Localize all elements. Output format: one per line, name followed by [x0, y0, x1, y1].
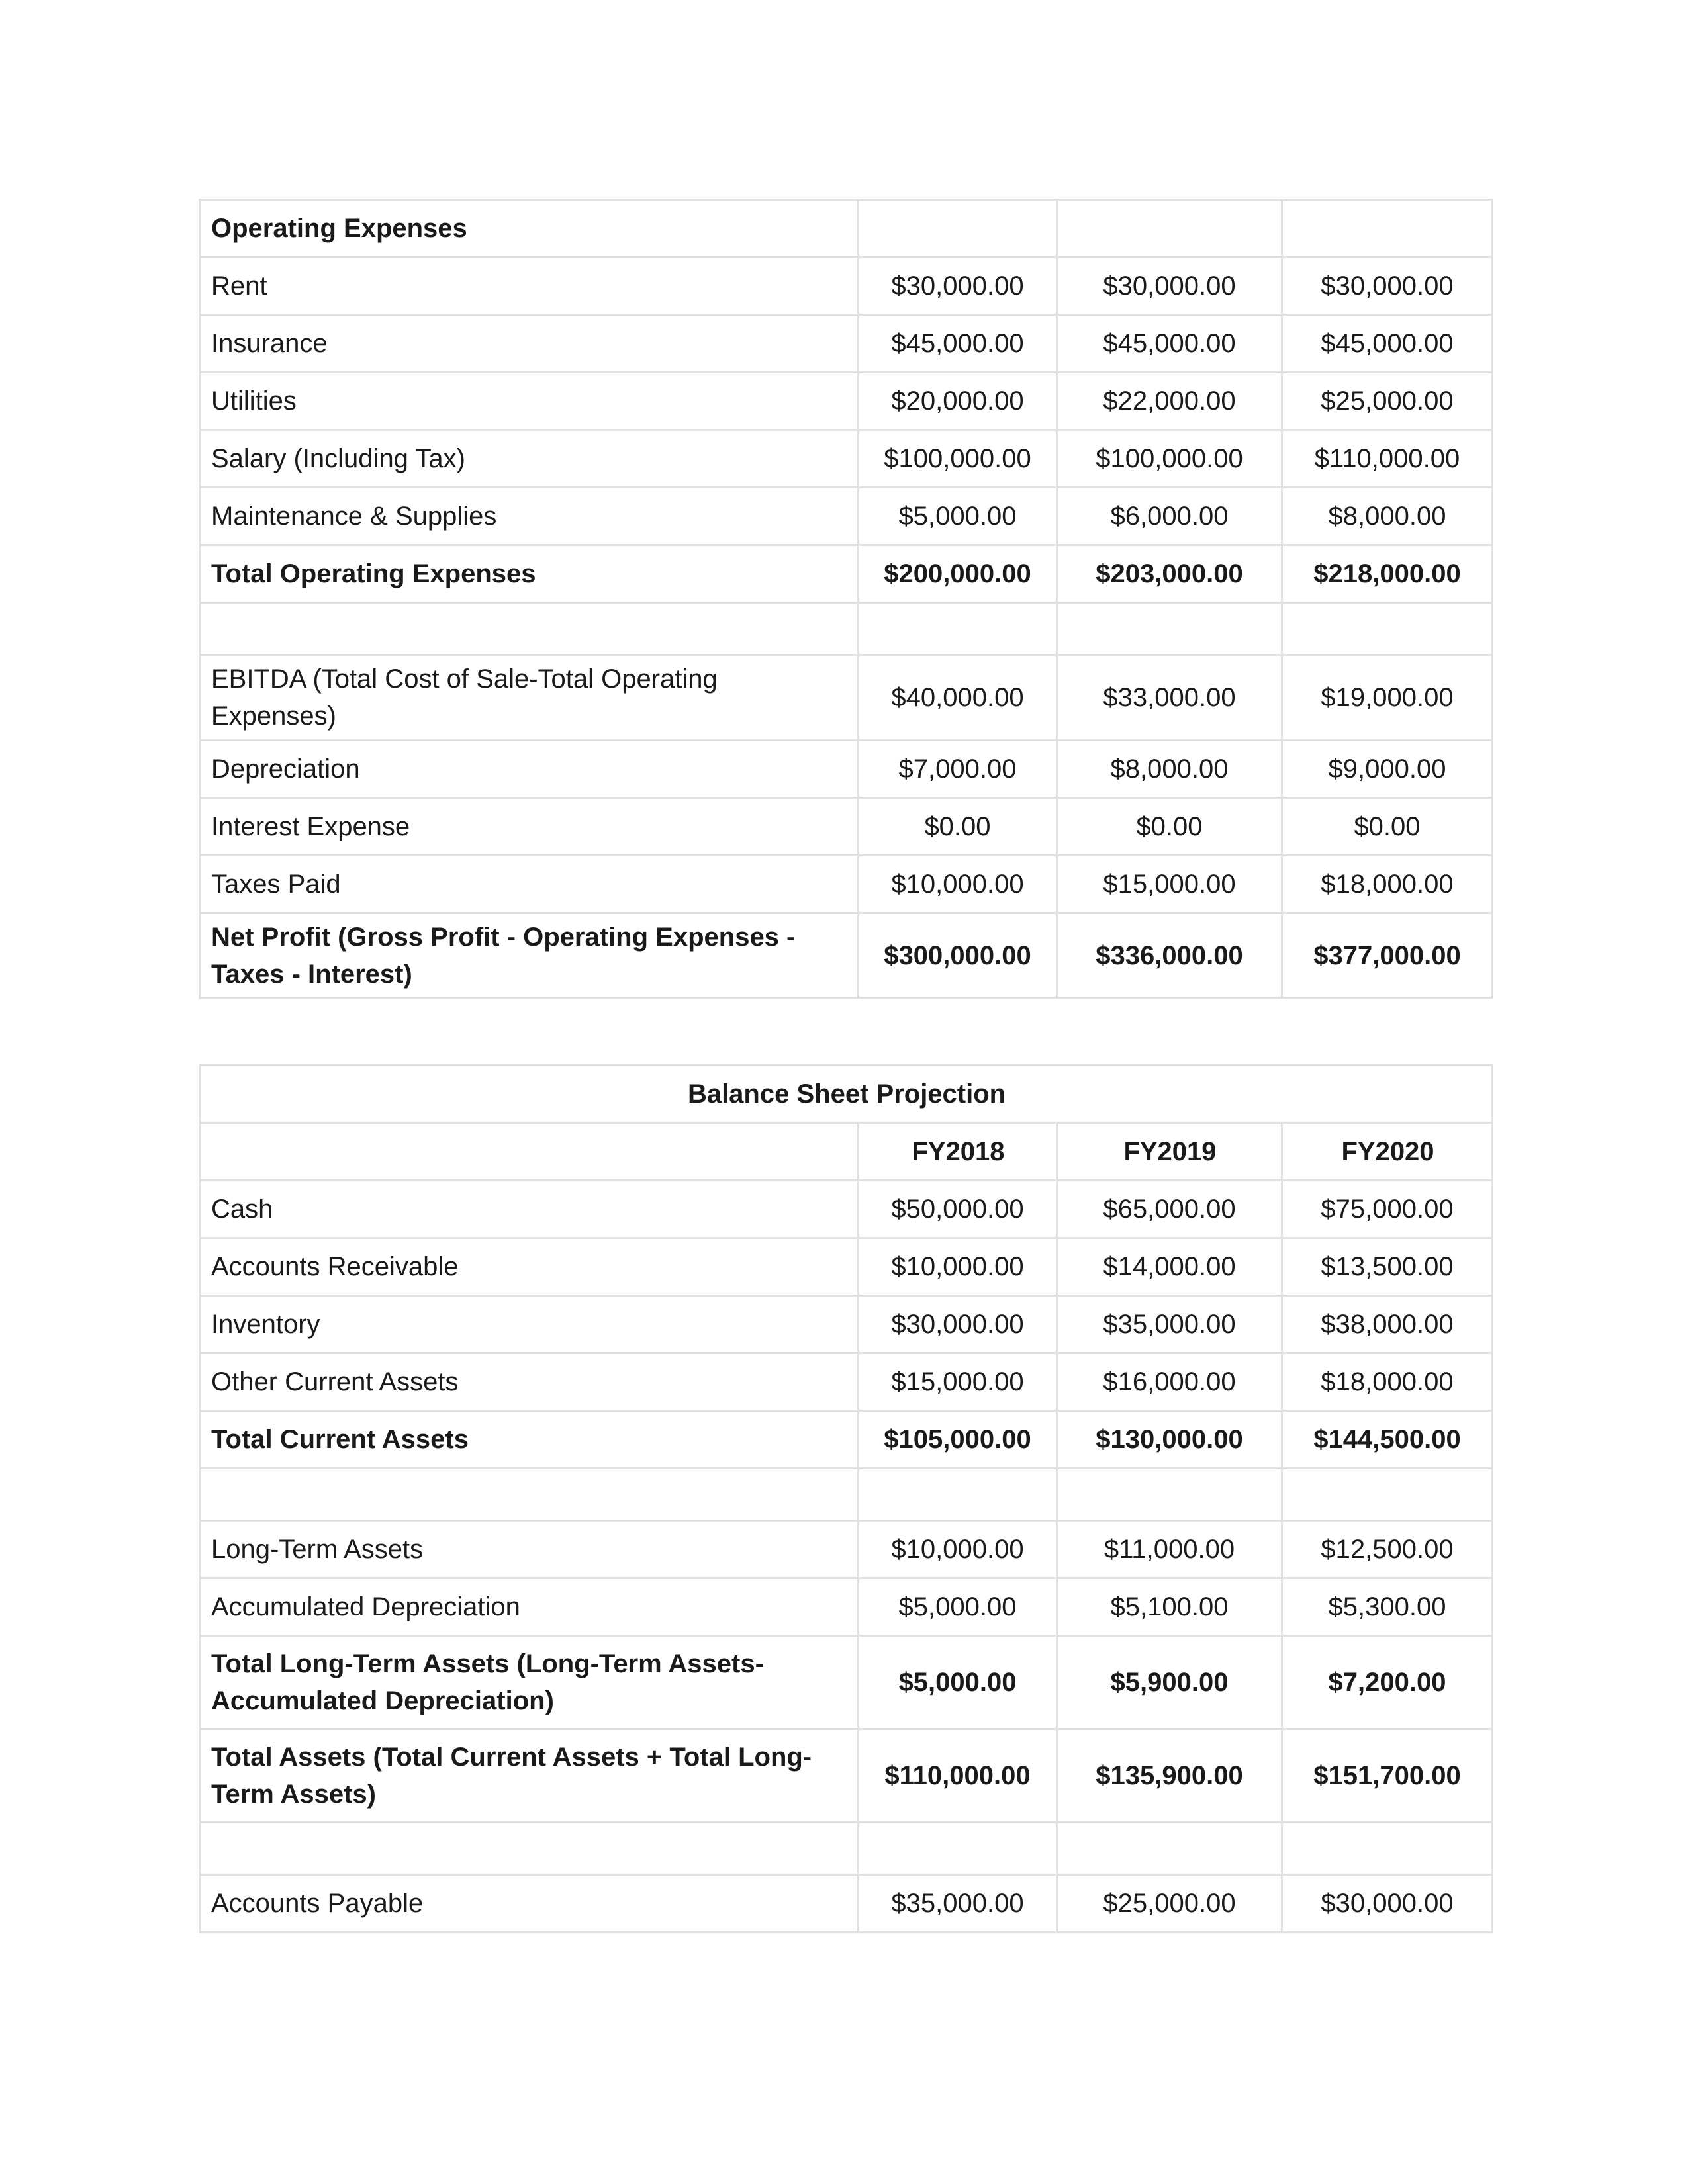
- value-cell: $105,000.00: [859, 1411, 1057, 1469]
- header-cell-fy2019: FY2019: [1057, 1123, 1282, 1181]
- table-row: [200, 1875, 1493, 1933]
- balance-sheet-title: Balance Sheet Projection: [200, 1066, 1493, 1123]
- table-row: [200, 1296, 1493, 1353]
- value-cell: $30,000.00: [859, 1296, 1057, 1353]
- value-cell: $14,000.00: [1057, 1238, 1282, 1296]
- value-cell: $35,000.00: [859, 1875, 1057, 1933]
- row-label: Operating Expenses: [200, 200, 859, 257]
- value-cell: $40,000.00: [859, 655, 1057, 741]
- value-cell: $50,000.00: [859, 1181, 1057, 1238]
- value-cell: $18,000.00: [1282, 856, 1493, 913]
- value-cell: $30,000.00: [859, 257, 1057, 315]
- value-cell: $8,000.00: [1282, 488, 1493, 545]
- value-cell: $10,000.00: [859, 856, 1057, 913]
- row-label: Total Assets (Total Current Assets + Total Long-Term Assets): [200, 1729, 859, 1823]
- row-label: Inventory: [200, 1296, 859, 1353]
- row-label: Net Profit (Gross Profit - Operating Expenses - Taxes - Interest): [200, 913, 859, 999]
- value-cell: [1057, 603, 1282, 655]
- table-row: [200, 430, 1493, 488]
- value-cell: $7,200.00: [1282, 1636, 1493, 1729]
- table-row: [200, 257, 1493, 315]
- value-cell: $10,000.00: [859, 1238, 1057, 1296]
- value-cell: $6,000.00: [1057, 488, 1282, 545]
- income-statement-table: [199, 199, 1493, 999]
- value-cell: $7,000.00: [859, 741, 1057, 798]
- table-row: [200, 1823, 1493, 1875]
- value-cell: [1282, 1469, 1493, 1521]
- value-cell: $13,500.00: [1282, 1238, 1493, 1296]
- value-cell: $100,000.00: [859, 430, 1057, 488]
- value-cell: $15,000.00: [859, 1353, 1057, 1411]
- table-row: [200, 655, 1493, 741]
- table-row: [200, 1636, 1493, 1729]
- table-row: [200, 603, 1493, 655]
- value-cell: $12,500.00: [1282, 1521, 1493, 1578]
- income-statement-body: [200, 200, 1493, 999]
- table-row: [200, 856, 1493, 913]
- row-label: Long-Term Assets: [200, 1521, 859, 1578]
- value-cell: $16,000.00: [1057, 1353, 1282, 1411]
- table-row: [200, 1578, 1493, 1636]
- table-row: [200, 545, 1493, 603]
- value-cell: $30,000.00: [1057, 257, 1282, 315]
- value-cell: [859, 200, 1057, 257]
- header-cell-fy2020: FY2020: [1282, 1123, 1493, 1181]
- row-label: Rent: [200, 257, 859, 315]
- value-cell: $110,000.00: [1282, 430, 1493, 488]
- row-label: Depreciation: [200, 741, 859, 798]
- value-cell: $75,000.00: [1282, 1181, 1493, 1238]
- value-cell: $203,000.00: [1057, 545, 1282, 603]
- value-cell: $15,000.00: [1057, 856, 1282, 913]
- table-row: [200, 1238, 1493, 1296]
- value-cell: $200,000.00: [859, 545, 1057, 603]
- value-cell: $65,000.00: [1057, 1181, 1282, 1238]
- value-cell: $35,000.00: [1057, 1296, 1282, 1353]
- value-cell: $218,000.00: [1282, 545, 1493, 603]
- value-cell: [1057, 1469, 1282, 1521]
- value-cell: $18,000.00: [1282, 1353, 1493, 1411]
- value-cell: $25,000.00: [1282, 373, 1493, 430]
- table-row: [200, 200, 1493, 257]
- value-cell: $11,000.00: [1057, 1521, 1282, 1578]
- value-cell: $377,000.00: [1282, 913, 1493, 999]
- value-cell: [1057, 1823, 1282, 1875]
- value-cell: [859, 603, 1057, 655]
- row-label: Insurance: [200, 315, 859, 373]
- balance-sheet-title-row: [200, 1066, 1493, 1123]
- value-cell: $45,000.00: [1057, 315, 1282, 373]
- row-label: [200, 603, 859, 655]
- table-row: [200, 373, 1493, 430]
- value-cell: $38,000.00: [1282, 1296, 1493, 1353]
- row-label: EBITDA (Total Cost of Sale-Total Operating Expenses): [200, 655, 859, 741]
- value-cell: $0.00: [859, 798, 1057, 856]
- row-label: Other Current Assets: [200, 1353, 859, 1411]
- value-cell: $9,000.00: [1282, 741, 1493, 798]
- value-cell: $5,100.00: [1057, 1578, 1282, 1636]
- table-row: [200, 741, 1493, 798]
- value-cell: [1282, 603, 1493, 655]
- row-label: Accumulated Depreciation: [200, 1578, 859, 1636]
- row-label: Utilities: [200, 373, 859, 430]
- value-cell: $300,000.00: [859, 913, 1057, 999]
- value-cell: $110,000.00: [859, 1729, 1057, 1823]
- table-row: [200, 1521, 1493, 1578]
- table-row: [200, 1181, 1493, 1238]
- value-cell: $30,000.00: [1282, 257, 1493, 315]
- value-cell: [1057, 200, 1282, 257]
- balance-sheet-body: [200, 1181, 1493, 1933]
- row-label: Cash: [200, 1181, 859, 1238]
- row-label: Interest Expense: [200, 798, 859, 856]
- table-row: [200, 1411, 1493, 1469]
- value-cell: $5,000.00: [859, 488, 1057, 545]
- value-cell: $144,500.00: [1282, 1411, 1493, 1469]
- row-label: Total Operating Expenses: [200, 545, 859, 603]
- table-row: [200, 1353, 1493, 1411]
- row-label: Total Current Assets: [200, 1411, 859, 1469]
- table-row: [200, 798, 1493, 856]
- value-cell: [1282, 200, 1493, 257]
- table-row: [200, 913, 1493, 999]
- value-cell: $45,000.00: [1282, 315, 1493, 373]
- row-label: [200, 1823, 859, 1875]
- value-cell: $100,000.00: [1057, 430, 1282, 488]
- value-cell: [1282, 1823, 1493, 1875]
- value-cell: [859, 1469, 1057, 1521]
- value-cell: $5,900.00: [1057, 1636, 1282, 1729]
- balance-sheet-header-row: [200, 1123, 1493, 1181]
- value-cell: $25,000.00: [1057, 1875, 1282, 1933]
- value-cell: $10,000.00: [859, 1521, 1057, 1578]
- balance-sheet-table: [199, 1064, 1493, 1933]
- table-row: [200, 1729, 1493, 1823]
- value-cell: $5,000.00: [859, 1636, 1057, 1729]
- row-label: Maintenance & Supplies: [200, 488, 859, 545]
- value-cell: $33,000.00: [1057, 655, 1282, 741]
- table-row: [200, 315, 1493, 373]
- row-label: Taxes Paid: [200, 856, 859, 913]
- value-cell: $0.00: [1282, 798, 1493, 856]
- table-row: [200, 1469, 1493, 1521]
- value-cell: $130,000.00: [1057, 1411, 1282, 1469]
- value-cell: $22,000.00: [1057, 373, 1282, 430]
- row-label: Total Long-Term Assets (Long-Term Assets-Accumulated Depreciation): [200, 1636, 859, 1729]
- table-row: [200, 488, 1493, 545]
- value-cell: $336,000.00: [1057, 913, 1282, 999]
- value-cell: $5,000.00: [859, 1578, 1057, 1636]
- value-cell: $135,900.00: [1057, 1729, 1282, 1823]
- row-label: Accounts Payable: [200, 1875, 859, 1933]
- value-cell: $151,700.00: [1282, 1729, 1493, 1823]
- value-cell: $5,300.00: [1282, 1578, 1493, 1636]
- value-cell: $20,000.00: [859, 373, 1057, 430]
- header-cell-label: [200, 1123, 859, 1181]
- row-label: Accounts Receivable: [200, 1238, 859, 1296]
- value-cell: $45,000.00: [859, 315, 1057, 373]
- balance-sheet-head: [200, 1066, 1493, 1181]
- row-label: [200, 1469, 859, 1521]
- value-cell: $8,000.00: [1057, 741, 1282, 798]
- value-cell: [859, 1823, 1057, 1875]
- value-cell: $19,000.00: [1282, 655, 1493, 741]
- row-label: Salary (Including Tax): [200, 430, 859, 488]
- value-cell: $0.00: [1057, 798, 1282, 856]
- header-cell-fy2018: FY2018: [859, 1123, 1057, 1181]
- value-cell: $30,000.00: [1282, 1875, 1493, 1933]
